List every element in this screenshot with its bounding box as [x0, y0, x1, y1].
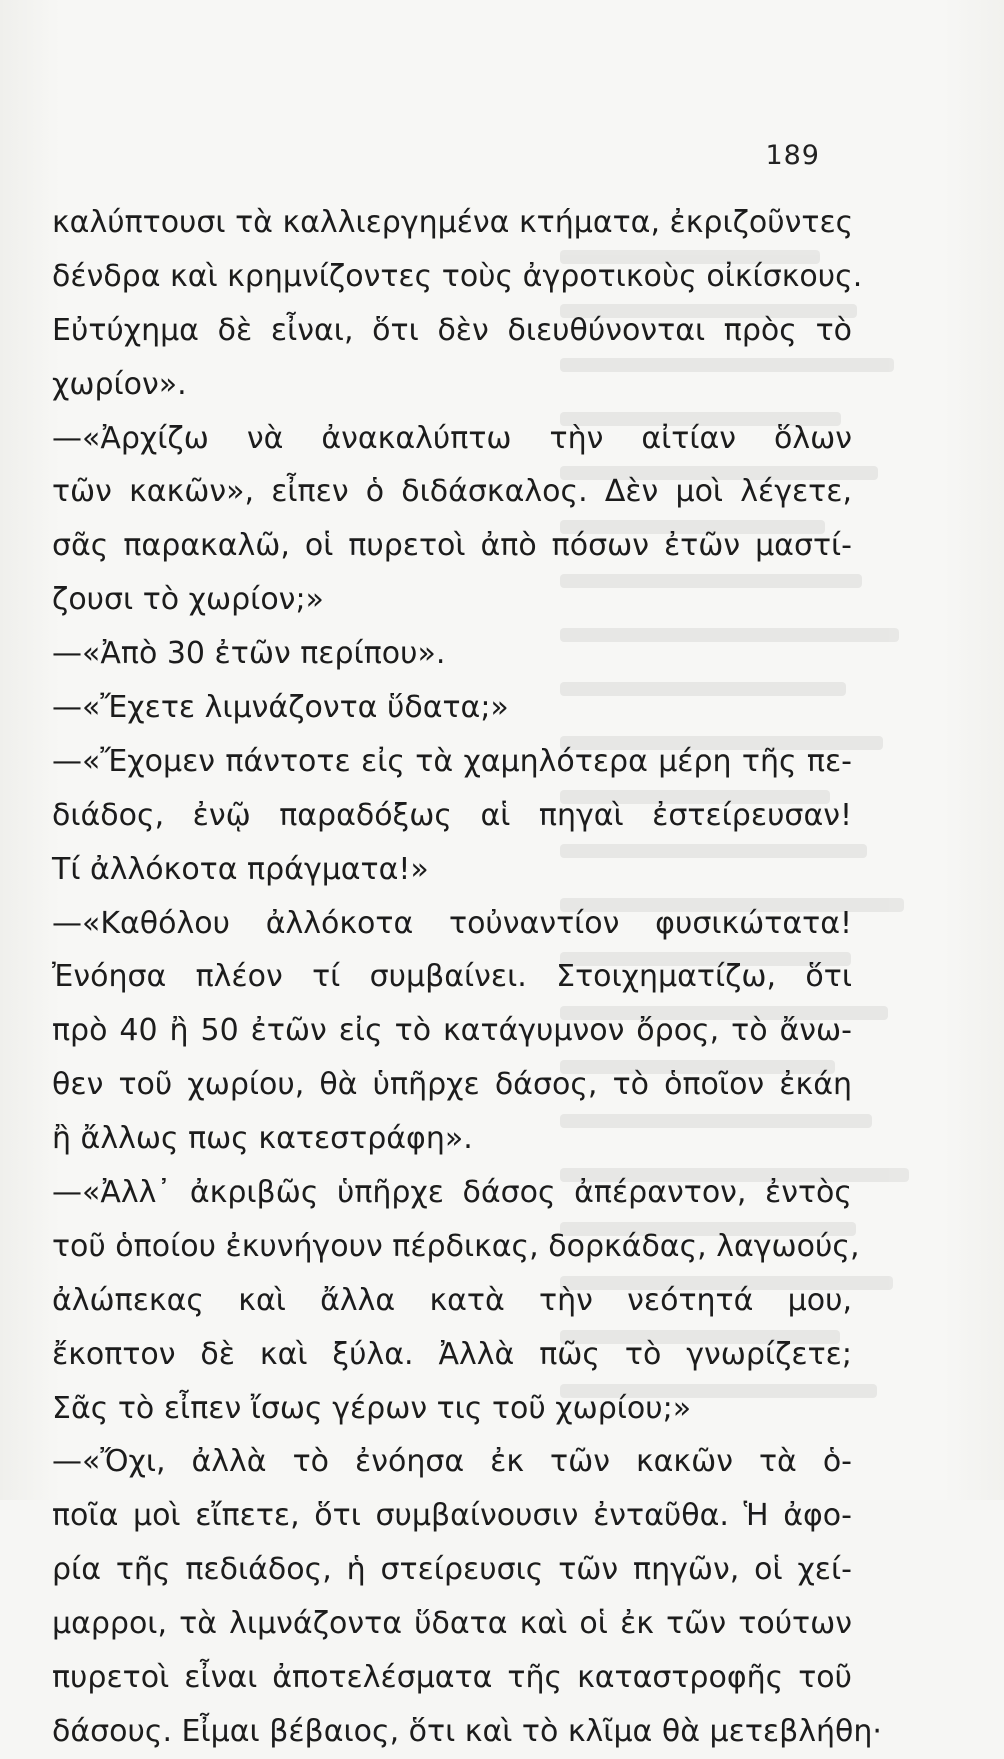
text-line: —«Ἀρχίζω νὰ ἀνακαλύπτω τὴν αἰτίαν ὅλων — [52, 420, 852, 456]
text-line: ποῖα μοὶ εἴπετε, ὅτι συμβαίνουσιν ἐνταῦθα. Ἡ ἀφο- — [52, 1498, 852, 1534]
text-line: —«Ἀπὸ 30 ἐτῶν περίπου». — [52, 636, 446, 672]
text-line: καλύπτουσι τὰ καλλιεργημένα κτήματα, ἐκριζοῦντες — [52, 205, 854, 240]
text-line: ρία τῆς πεδιάδος, ἡ στείρευσις τῶν πηγῶν, οἱ χεί- — [52, 1552, 852, 1588]
text-line: —«Καθόλου ἀλλόκοτα τοὐναντίον φυσικώτατα! — [52, 905, 852, 941]
text-line: Ἐνόησα πλέον τί συμβαίνει. Στοιχηματίζω, ὅτι — [52, 959, 852, 995]
text-line: ἔκοπτον δὲ καὶ ξύλα. Ἀλλὰ πῶς τὸ γνωρίζετε; — [52, 1336, 852, 1372]
text-line: Εὐτύχημα δὲ εἶναι, ὅτι δὲν διευθύνονται πρὸς τὸ — [52, 312, 852, 348]
text-line: ἢ ἄλλως πως κατεστράφη». — [52, 1121, 473, 1157]
text-line: θεν τοῦ χωρίου, θὰ ὑπῆρχε δάσος, τὸ ὁποῖον ἐκάη — [52, 1067, 852, 1103]
text-line: τοῦ ὁποίου ἐκυνήγουν πέρδικας, δορκάδας, λαγωούς, — [52, 1228, 860, 1264]
text-line: σᾶς παρακαλῶ, οἱ πυρετοὶ ἀπὸ πόσων ἐτῶν μαστί- — [52, 528, 852, 564]
text-line: ζουσι τὸ χωρίον;» — [52, 582, 324, 618]
page-number: 189 — [765, 140, 820, 171]
text-line: πρὸ 40 ἢ 50 ἐτῶν εἰς τὸ κατάγυμνον ὄρος, τὸ ἄνω- — [52, 1013, 852, 1049]
text-line: ἀλώπεκας καὶ ἄλλα κατὰ τὴν νεότητά μου, — [52, 1282, 852, 1318]
text-line: —«Ὄχι, ἀλλὰ τὸ ἐνόησα ἐκ τῶν κακῶν τὰ ὁ- — [52, 1444, 852, 1480]
text-line: —«Ἔχομεν πάντοτε εἰς τὰ χαμηλότερα μέρη τῆς πε- — [52, 743, 852, 779]
text-line: Σᾶς τὸ εἶπεν ἴσως γέρων τις τοῦ χωρίου;» — [52, 1390, 692, 1426]
body-text — [52, 196, 882, 1759]
text-line: μαρροι, τὰ λιμνάζοντα ὕδατα καὶ οἱ ἐκ τῶν τούτων — [52, 1606, 852, 1642]
text-line: διάδος, ἐνῷ παραδόξως αἱ πηγαὶ ἐστείρευσαν! — [52, 797, 852, 833]
text-line: χωρίον». — [52, 366, 187, 402]
text-line: —«Ἔχετε λιμνάζοντα ὕδατα;» — [52, 690, 509, 726]
text-line: Τί ἀλλόκοτα πράγματα!» — [52, 851, 429, 887]
text-line: πυρετοὶ εἶναι ἀποτελέσματα τῆς καταστροφῆς τοῦ — [52, 1660, 852, 1696]
text-line: τῶν κακῶν», εἶπεν ὁ διδάσκαλος. Δὲν μοὶ λέγετε, — [52, 474, 852, 510]
text-line: δένδρα καὶ κρημνίζοντες τοὺς ἀγροτικοὺς οἰκίσκους. — [52, 258, 863, 294]
text-line: —«Ἀλλ᾽ ἀκριβῶς ὑπῆρχε δάσος ἀπέραντον, ἐντὸς — [52, 1175, 852, 1211]
text-line: δάσους. Εἶμαι βέβαιος, ὅτι καὶ τὸ κλῖμα θὰ μετεβλήθη· — [52, 1713, 882, 1749]
